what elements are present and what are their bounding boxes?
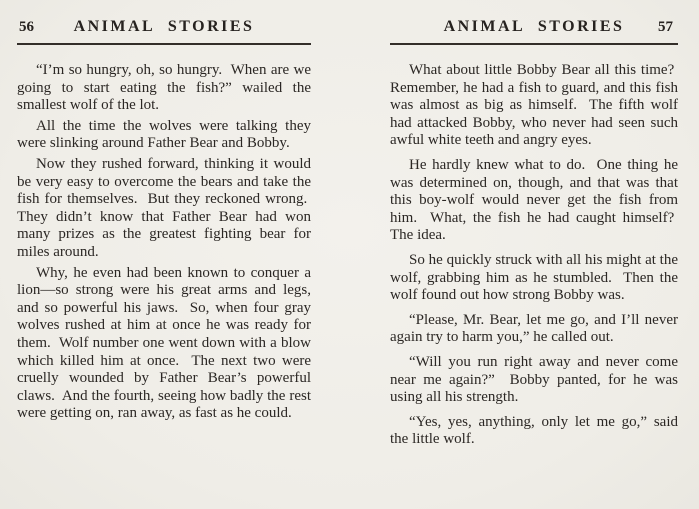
page-right xyxy=(390,18,678,449)
running-head-left: ANIMAL STORIES xyxy=(73,18,255,35)
page-left xyxy=(17,18,311,423)
paragraph: “Will you run right away and never come near me again?” Bobby panted, for he was using all his strength. xyxy=(390,353,678,406)
header-rule-left xyxy=(17,43,311,45)
paragraph: “I’m so hungry, oh, so hungry. When are we going to start eating the fish?” wailed the smallest wolf of the lot. xyxy=(17,62,311,114)
page-number-right: 57 xyxy=(658,19,673,35)
paragraph: What about little Bobby Bear all this time? Remember, he had a fish to guard, and this fish was almost as big as himself. The fifth wolf had attacked Bobby, who never had seen such awful white teeth and angry eyes. xyxy=(390,62,678,149)
paragraph: “Please, Mr. Bear, let me go, and I’ll never again try to harm you,” he called out. xyxy=(390,311,678,346)
paragraph: Now they rushed forward, thinking it would be very easy to overcome the bears and take the fish for themselves. But they reckoned wrong. They didn’t know that Father Bear had won many prizes as the greatest fighting bear for miles around. xyxy=(17,155,311,260)
paragraph: So he quickly struck with all his might at the wolf, grabbing him as he stumbled. Then the wolf found out how strong Bobby was. xyxy=(390,251,678,304)
page-number-left: 56 xyxy=(19,19,34,35)
page-left-header xyxy=(17,18,311,40)
page-left-body xyxy=(17,62,311,423)
paragraph: All the time the wolves were talking they were slinking around Father Bear and Bobby. xyxy=(17,117,311,152)
paragraph: Why, he even had been known to conquer a lion—so strong were his great arms and legs, and so powerful his jaws. So, when four gray wolves rushed at him at once he was ready for them. Wolf number one went down with a blow which killed him at once. The next two were cruelly wounded by Father Bear’s powerful claws. And the fourth, seeing how badly the rest were getting on, ran away, as fast as he could. xyxy=(17,264,311,422)
header-rule-right xyxy=(390,43,678,45)
paragraph: He hardly knew what to do. One thing he was determined on, though, and that was that this boy-wolf would never get the fish from him. What, the fish he had caught himself? The idea. xyxy=(390,156,678,244)
page-right-header xyxy=(390,18,678,40)
running-head-right: ANIMAL STORIES xyxy=(443,18,625,35)
page-right-body xyxy=(390,62,678,449)
paragraph: “Yes, yes, anything, only let me go,” said the little wolf. xyxy=(390,413,678,448)
